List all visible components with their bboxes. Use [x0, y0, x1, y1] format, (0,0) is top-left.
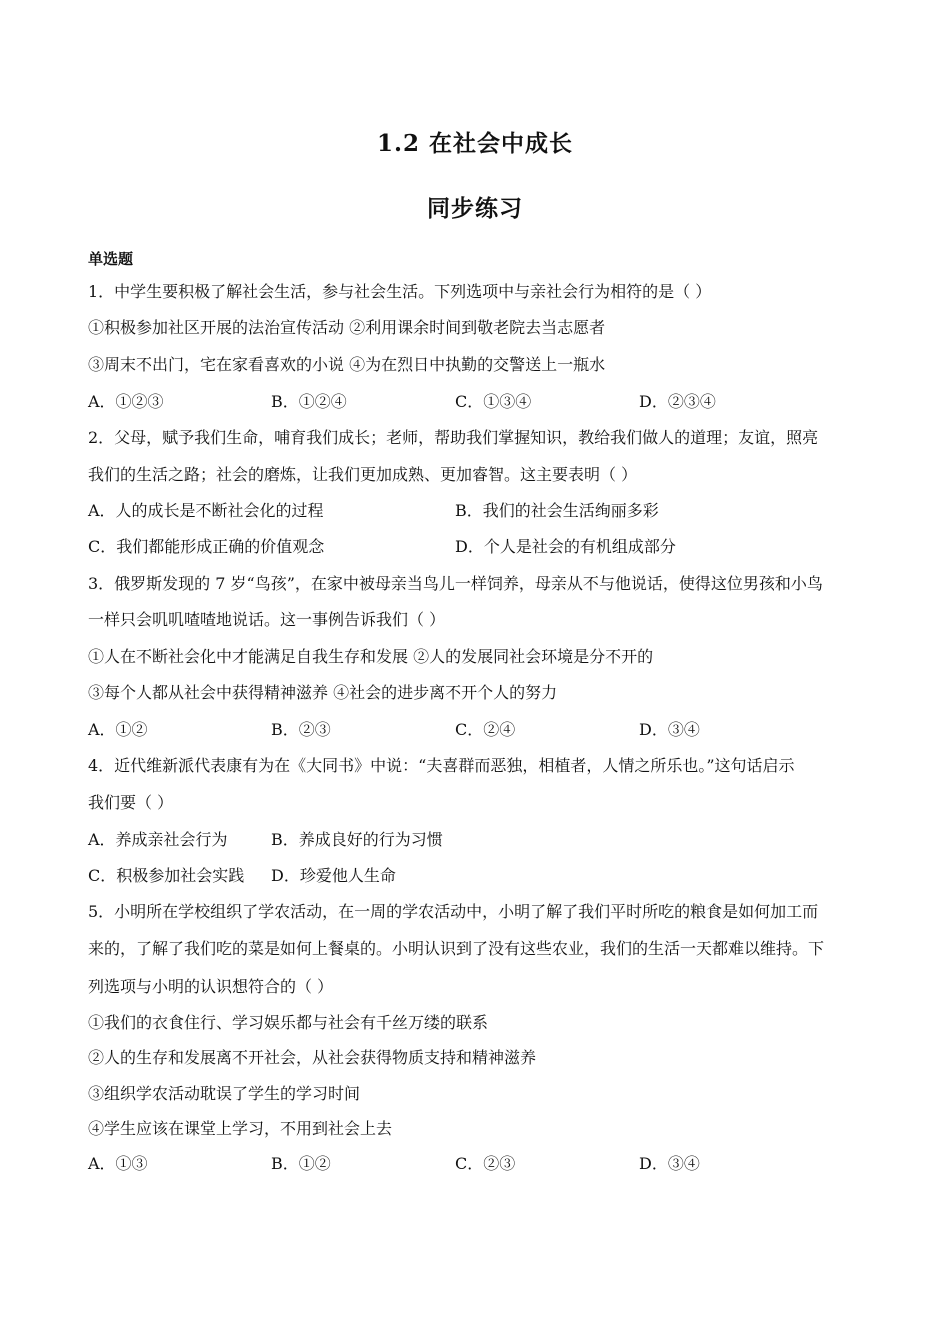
- question-1-option-b[interactable]: B．①②④: [271, 392, 347, 411]
- question-3-option-c[interactable]: C．②④: [455, 720, 516, 739]
- question-1-option-c[interactable]: C．①③④: [455, 392, 532, 411]
- question-4-option-b[interactable]: B．养成良好的行为习惯: [271, 830, 443, 849]
- document-subtitle: 同步练习: [427, 195, 523, 222]
- question-1-option-d[interactable]: D．②③④: [639, 392, 716, 411]
- question-4-option-a[interactable]: A．养成亲社会行为: [88, 830, 228, 849]
- question-5-item: ②人的生存和发展离不开社会，从社会获得物质支持和精神滋养: [88, 1048, 537, 1067]
- question-4-stem: 4．近代维新派代表康有为在《大同书》中说：“夫喜群而恶独，相植者，人情之所乐也。”这句话启示: [88, 756, 795, 775]
- question-1-item: ③周末不出门，宅在家看喜欢的小说 ④为在烈日中执勤的交警送上一瓶水: [88, 355, 606, 374]
- question-2-option-c[interactable]: C．我们都能形成正确的价值观念: [88, 537, 325, 556]
- question-4-option-d[interactable]: D．珍爱他人生命: [271, 866, 396, 885]
- question-2-stem: 我们的生活之路；社会的磨炼，让我们更加成熟、更加睿智。这主要表明（ ）: [88, 465, 638, 484]
- question-3-option-a[interactable]: A．①②: [88, 720, 148, 739]
- question-5-option-c[interactable]: C．②③: [455, 1154, 516, 1173]
- question-1-option-a[interactable]: A．①②③: [88, 392, 164, 411]
- question-3-stem: 一样只会叽叽喳喳地说话。这一事例告诉我们（ ）: [88, 610, 446, 629]
- question-5-stem: 来的，了解了我们吃的菜是如何上餐桌的。小明认识到了没有这些农业，我们的生活一天都难以维持。下: [88, 939, 825, 958]
- document-title: 1.2 在社会中成长: [376, 130, 574, 157]
- question-2-option-d[interactable]: D．个人是社会的有机组成部分: [455, 537, 676, 556]
- question-2-option-a[interactable]: A．人的成长是不断社会化的过程: [88, 501, 324, 520]
- question-4-option-c[interactable]: C．积极参加社会实践: [88, 866, 245, 885]
- question-2-stem: 2．父母，赋予我们生命，哺育我们成长；老师，帮助我们掌握知识，教给我们做人的道理；友谊，照亮: [88, 428, 819, 447]
- question-3-option-d[interactable]: D．③④: [639, 720, 700, 739]
- question-5-stem: 列选项与小明的认识想符合的（ ）: [88, 977, 334, 996]
- question-5-option-a[interactable]: A．①③: [88, 1154, 148, 1173]
- question-5-option-d[interactable]: D．③④: [639, 1154, 700, 1173]
- question-3-option-b[interactable]: B．②③: [271, 720, 331, 739]
- question-5-stem: 5．小明所在学校组织了学农活动，在一周的学农活动中，小明了解了我们平时所吃的粮食是如何加工而: [88, 902, 819, 921]
- question-4-stem: 我们要（ ）: [88, 793, 174, 812]
- question-1-stem: 1．中学生要积极了解社会生活，参与社会生活。下列选项中与亲社会行为相符的是（ ）: [88, 282, 712, 301]
- question-5-item: ①我们的衣食住行、学习娱乐都与社会有千丝万缕的联系: [88, 1013, 489, 1032]
- question-5-option-b[interactable]: B．①②: [271, 1154, 331, 1173]
- question-3-stem: 3．俄罗斯发现的 7 岁“鸟孩”，在家中被母亲当鸟儿一样饲养，母亲从不与他说话，使得这位男孩和小鸟: [88, 574, 823, 593]
- question-3-item: ①人在不断社会化中才能满足自我生存和发展 ②人的发展同社会环境是分不开的: [88, 647, 654, 666]
- question-2-option-b[interactable]: B．我们的社会生活绚丽多彩: [455, 501, 659, 520]
- question-5-item: ③组织学农活动耽误了学生的学习时间: [88, 1084, 361, 1103]
- question-3-item: ③每个人都从社会中获得精神滋养 ④社会的进步离不开个人的努力: [88, 683, 558, 702]
- section-label: 单选题: [88, 250, 134, 268]
- question-1-item: ①积极参加社区开展的法治宣传活动 ②利用课余时间到敬老院去当志愿者: [88, 318, 606, 337]
- question-5-item: ④学生应该在课堂上学习，不用到社会上去: [88, 1119, 393, 1138]
